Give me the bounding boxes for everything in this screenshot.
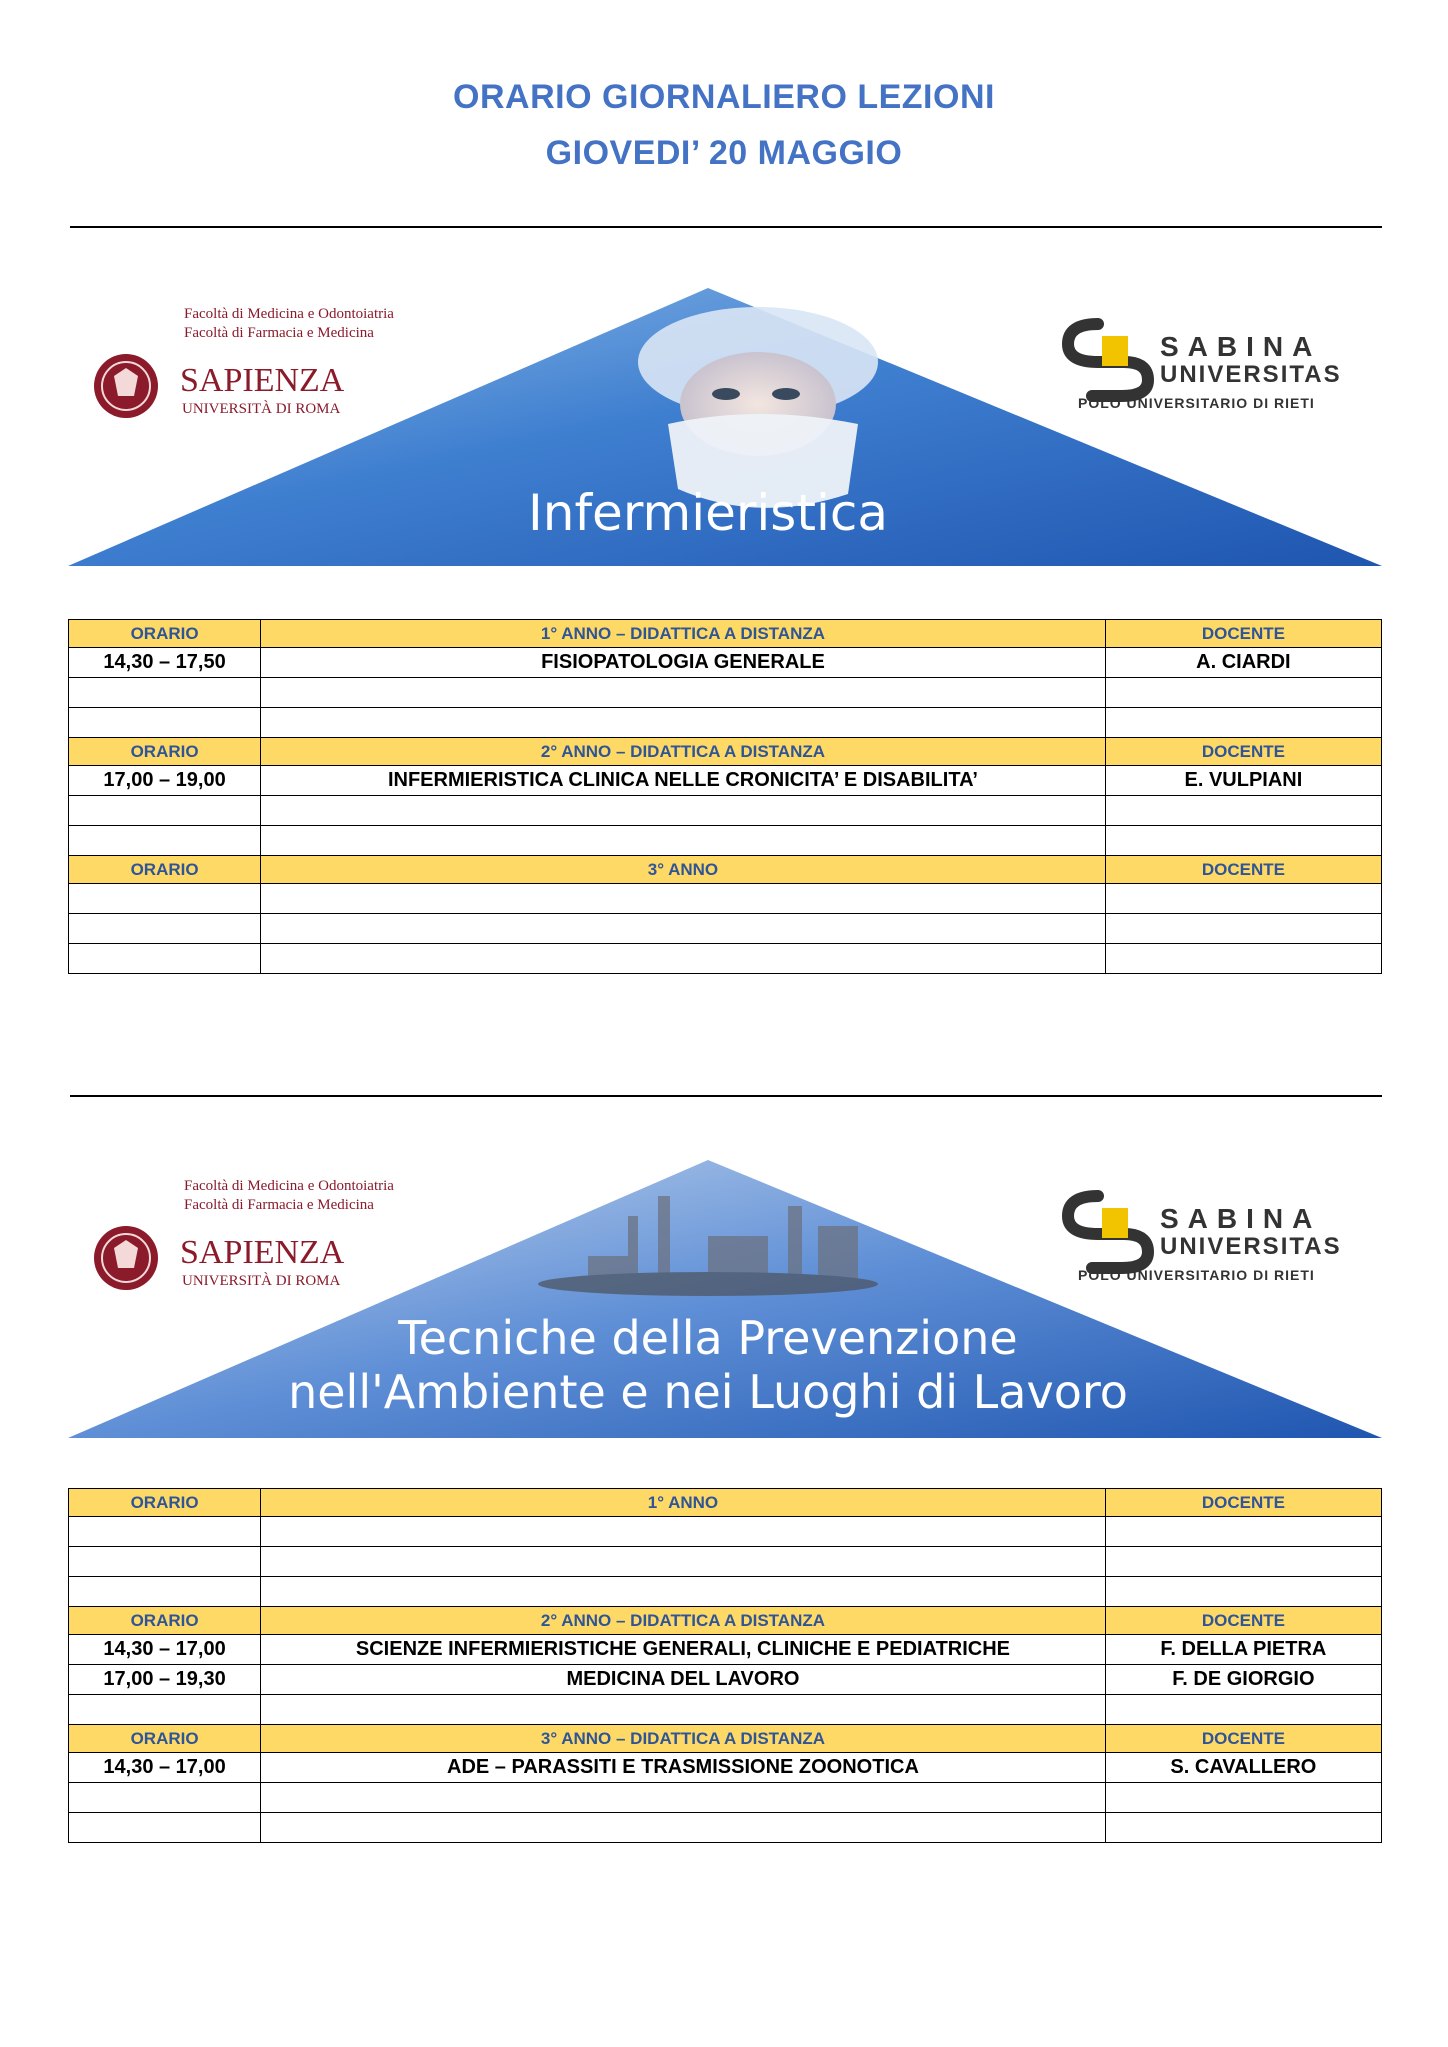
header-cell: ORARIO [69,738,261,766]
teacher-cell [1105,1813,1381,1843]
sabina-name: SABINA [1160,1203,1322,1234]
course-cell [261,1695,1106,1725]
table-header-row [69,738,1382,766]
teacher-cell: S. CAVALLERO [1105,1753,1381,1783]
course-cell [261,796,1106,826]
banner-title-line1: Tecniche della Prevenzione [398,1311,1018,1365]
time-cell: 14,30 – 17,00 [69,1753,261,1783]
table-row [69,1547,1382,1577]
header-cell: ORARIO [69,856,261,884]
header-cell: 2° ANNO – DIDATTICA A DISTANZA [261,1607,1106,1635]
teacher-cell [1105,1695,1381,1725]
table-row [69,1813,1382,1843]
course-cell [261,1813,1106,1843]
sapienza-name: SAPIENZA [180,362,345,399]
time-cell [69,678,261,708]
banner-title: Infermieristica [528,484,888,542]
header-cell: ORARIO [69,1607,261,1635]
teacher-cell [1105,826,1381,856]
sabina-logo [1068,1196,1342,1283]
table-header-row [69,1725,1382,1753]
time-cell: 14,30 – 17,50 [69,648,261,678]
table-row [69,1517,1382,1547]
course-cell [261,1517,1106,1547]
table-row [69,944,1382,974]
course-cell: MEDICINA DEL LAVORO [261,1665,1106,1695]
table-row [69,1665,1382,1695]
course-cell [261,884,1106,914]
time-cell: 17,00 – 19,00 [69,766,261,796]
header-cell: DOCENTE [1105,738,1381,766]
table-row [69,884,1382,914]
page-subtitle-date: GIOVEDI’ 20 MAGGIO [545,134,903,172]
header-cell: ORARIO [69,1489,261,1517]
course-cell [261,1547,1106,1577]
header-cell: 1° ANNO – DIDATTICA A DISTANZA [261,620,1106,648]
course-cell [261,914,1106,944]
table-header-row [69,1489,1382,1517]
table-header-row [69,1607,1382,1635]
schedule-table-tecniche-prevenzione [68,1488,1382,1843]
table-row [69,1635,1382,1665]
teacher-cell: F. DE GIORGIO [1105,1665,1381,1695]
faculty-line1: Facoltà di Medicina e Odontoiatria [184,306,394,322]
header-cell: DOCENTE [1105,1607,1381,1635]
teacher-cell [1105,1547,1381,1577]
table-row [69,1783,1382,1813]
teacher-cell [1105,1517,1381,1547]
time-cell [69,708,261,738]
header-cell: 1° ANNO [261,1489,1106,1517]
table-header-row [69,856,1382,884]
time-cell [69,1783,261,1813]
table-row [69,708,1382,738]
course-cell: FISIOPATOLOGIA GENERALE [261,648,1106,678]
faculty-line2: Facoltà di Farmacia e Medicina [184,1197,374,1213]
teacher-cell [1105,796,1381,826]
table-row [69,796,1382,826]
header-cell: DOCENTE [1105,856,1381,884]
sapienza-sub: UNIVERSITÀ DI ROMA [182,401,341,417]
sapienza-sub: UNIVERSITÀ DI ROMA [182,1273,341,1289]
banner-title-line2: nell'Ambiente e nei Luoghi di Lavoro [288,1365,1128,1419]
time-cell [69,914,261,944]
sapienza-logo [94,1178,394,1290]
time-cell [69,1517,261,1547]
teacher-cell [1105,914,1381,944]
course-cell [261,826,1106,856]
sabina-sub: UNIVERSITAS [1160,1233,1342,1260]
teacher-cell [1105,944,1381,974]
sapienza-name: SAPIENZA [180,1234,345,1271]
header-cell: 3° ANNO – DIDATTICA A DISTANZA [261,1725,1106,1753]
banner-infermieristica [68,284,1382,566]
sabina-name: SABINA [1160,331,1322,362]
table-row [69,678,1382,708]
header-cell: 3° ANNO [261,856,1106,884]
sabina-polo: POLO UNIVERSITARIO DI RIETI [1078,1267,1315,1283]
teacher-cell [1105,678,1381,708]
header-cell: DOCENTE [1105,620,1381,648]
course-cell [261,678,1106,708]
table-row [69,648,1382,678]
course-cell [261,708,1106,738]
table-row [69,826,1382,856]
sabina-logo [1068,324,1342,411]
time-cell [69,826,261,856]
teacher-cell: A. CIARDI [1105,648,1381,678]
schedule-table-infermieristica [68,619,1382,974]
table-row [69,1577,1382,1607]
sapienza-logo [94,306,394,418]
header-cell: DOCENTE [1105,1489,1381,1517]
sabina-sub: UNIVERSITAS [1160,361,1342,388]
time-cell [69,1813,261,1843]
table-row [69,914,1382,944]
page-title: ORARIO GIORNALIERO LEZIONI [453,78,995,116]
time-cell: 14,30 – 17,00 [69,1635,261,1665]
table-row [69,766,1382,796]
teacher-cell [1105,1577,1381,1607]
teacher-cell [1105,708,1381,738]
time-cell [69,944,261,974]
header-cell: ORARIO [69,620,261,648]
header-cell: DOCENTE [1105,1725,1381,1753]
time-cell [69,1547,261,1577]
divider [70,226,1382,228]
faculty-line1: Facoltà di Medicina e Odontoiatria [184,1178,394,1194]
time-cell [69,884,261,914]
course-cell: SCIENZE INFERMIERISTICHE GENERALI, CLINICHE E PEDIATRICHE [261,1635,1106,1665]
course-cell [261,1783,1106,1813]
divider [70,1095,1382,1097]
table-header-row [69,620,1382,648]
teacher-cell [1105,1783,1381,1813]
faculty-line2: Facoltà di Farmacia e Medicina [184,325,374,341]
sabina-polo: POLO UNIVERSITARIO DI RIETI [1078,395,1315,411]
course-cell [261,1577,1106,1607]
time-cell [69,1577,261,1607]
course-cell: INFERMIERISTICA CLINICA NELLE CRONICITA’ E DISABILITA’ [261,766,1106,796]
time-cell [69,796,261,826]
header-cell: ORARIO [69,1725,261,1753]
teacher-cell: F. DELLA PIETRA [1105,1635,1381,1665]
course-cell: ADE – PARASSITI E TRASMISSIONE ZOONOTICA [261,1753,1106,1783]
time-cell [69,1695,261,1725]
banner-tecniche-prevenzione [68,1156,1382,1438]
course-cell [261,944,1106,974]
table-row [69,1753,1382,1783]
teacher-cell [1105,884,1381,914]
table-row [69,1695,1382,1725]
header-cell: 2° ANNO – DIDATTICA A DISTANZA [261,738,1106,766]
teacher-cell: E. VULPIANI [1105,766,1381,796]
time-cell: 17,00 – 19,30 [69,1665,261,1695]
